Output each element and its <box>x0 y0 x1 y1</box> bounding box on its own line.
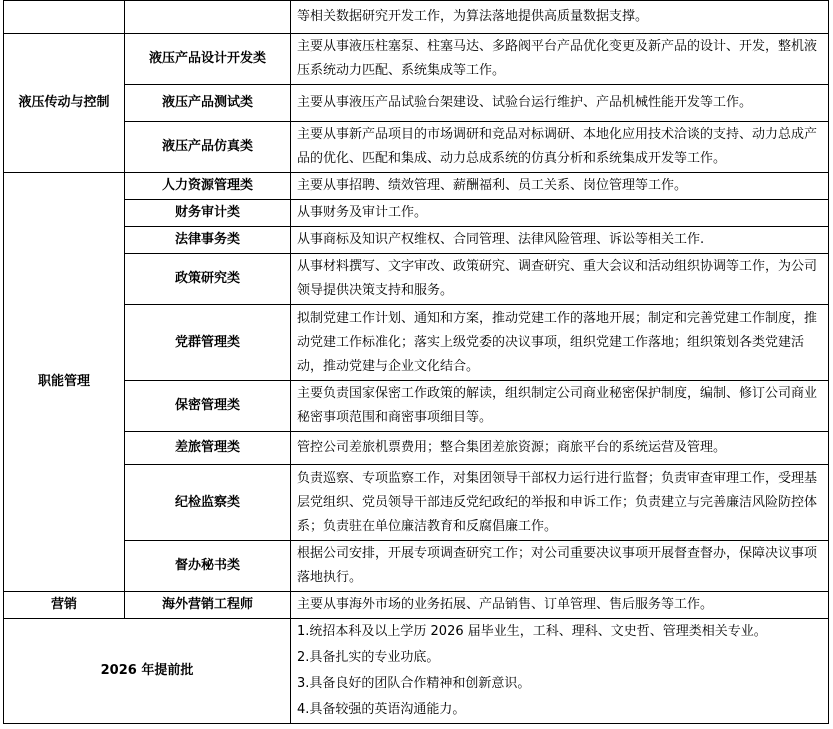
position-title: 液压产品设计开发类 <box>125 34 291 85</box>
position-title: 党群管理类 <box>125 305 291 381</box>
table-row <box>4 541 829 592</box>
desc-cell: 等相关数据研究开发工作，为算法落地提供高质量数据支撑。 <box>291 1 829 34</box>
table-row <box>4 465 829 541</box>
table-row <box>4 305 829 381</box>
table-row <box>4 381 829 432</box>
position-title: 纪检监察类 <box>125 465 291 541</box>
category-sales: 营销 <box>4 592 125 619</box>
requirements-cell <box>291 619 829 724</box>
position-desc: 管控公司差旅机票费用；整合集团差旅资源；商旅平台的系统运营及管理。 <box>291 432 829 465</box>
position-title: 财务审计类 <box>125 200 291 227</box>
position-title: 保密管理类 <box>125 381 291 432</box>
position-desc: 从事财务及审计工作。 <box>291 200 829 227</box>
table-row <box>4 200 829 227</box>
requirement-item: 3.具备良好的团队合作精神和创新意识。 <box>297 676 531 691</box>
requirement-item: 4.具备较强的英语沟通能力。 <box>297 702 466 717</box>
requirement-item: 1.统招本科及以上学历 2026 届毕业生，工科、理科、文史哲、管理类相关专业。 <box>297 624 767 639</box>
position-title: 海外营销工程师 <box>125 592 291 619</box>
early-batch-label: 2026 年提前批 <box>4 619 291 724</box>
position-desc: 拟制党建工作计划、通知和方案，推动党建工作的落地开展；制定和完善党建工作制度，推动党建工作标准化；落实上级党委的决议事项，组织党建工作落地；组织策划各类党建活动，推动党建与企业文化结合。 <box>291 305 829 381</box>
position-title: 政策研究类 <box>125 254 291 305</box>
requirement-item: 2.具备扎实的专业功底。 <box>297 650 440 665</box>
table-row <box>4 122 829 173</box>
position-desc: 从事商标及知识产权维权、合同管理、法律风险管理、诉讼等相关工作. <box>291 227 829 254</box>
position-desc: 根据公司安排，开展专项调查研究工作；对公司重要决议事项开展督查督办，保障决议事项落地执行。 <box>291 541 829 592</box>
position-title: 督办秘书类 <box>125 541 291 592</box>
table-row <box>4 592 829 619</box>
position-title: 液压产品测试类 <box>125 85 291 122</box>
table-row <box>4 227 829 254</box>
position-table <box>3 0 829 724</box>
position-title: 人力资源管理类 <box>125 173 291 200</box>
table-row <box>4 254 829 305</box>
position-desc: 负责巡察、专项监察工作，对集团领导干部权力运行进行监督；负责审查审理工作，受理基层党组织、党员领导干部违反党纪政纪的举报和申诉工作；负责建立与完善廉洁风险防控体系；负责驻在单位廉洁教育和反腐倡廉工作。 <box>291 465 829 541</box>
position-desc: 主要负责国家保密工作政策的解读，组织制定公司商业秘密保护制度，编制、修订公司商业秘密事项范围和商密事项细目等。 <box>291 381 829 432</box>
table-row <box>4 1 829 34</box>
position-desc: 主要从事液压产品试验台架建设、试验台运行维护、产品机械性能开发等工作。 <box>291 85 829 122</box>
table-row <box>4 619 829 724</box>
category-hydraulics: 液压传动与控制 <box>4 34 125 173</box>
title-cell-empty <box>125 1 291 34</box>
position-title: 法律事务类 <box>125 227 291 254</box>
position-desc: 主要从事液压柱塞泵、柱塞马达、多路阀平台产品优化变更及新产品的设计、开发，整机液压系统动力匹配、系统集成等工作。 <box>291 34 829 85</box>
position-desc: 主要从事招聘、绩效管理、薪酬福利、员工关系、岗位管理等工作。 <box>291 173 829 200</box>
table-row <box>4 85 829 122</box>
position-title: 液压产品仿真类 <box>125 122 291 173</box>
table-row <box>4 432 829 465</box>
position-title: 差旅管理类 <box>125 432 291 465</box>
position-desc: 从事材料撰写、文字审改、政策研究、调查研究、重大会议和活动组织协调等工作，为公司领导提供决策支持和服务。 <box>291 254 829 305</box>
position-desc: 主要从事新产品项目的市场调研和竞品对标调研、本地化应用技术洽谈的支持、动力总成产品的优化、匹配和集成、动力总成系统的仿真分析和系统集成开发等工作。 <box>291 122 829 173</box>
table-row <box>4 173 829 200</box>
table-row <box>4 34 829 85</box>
category-functional: 职能管理 <box>4 173 125 592</box>
category-cell-empty <box>4 1 125 34</box>
position-desc: 主要从事海外市场的业务拓展、产品销售、订单管理、售后服务等工作。 <box>291 592 829 619</box>
